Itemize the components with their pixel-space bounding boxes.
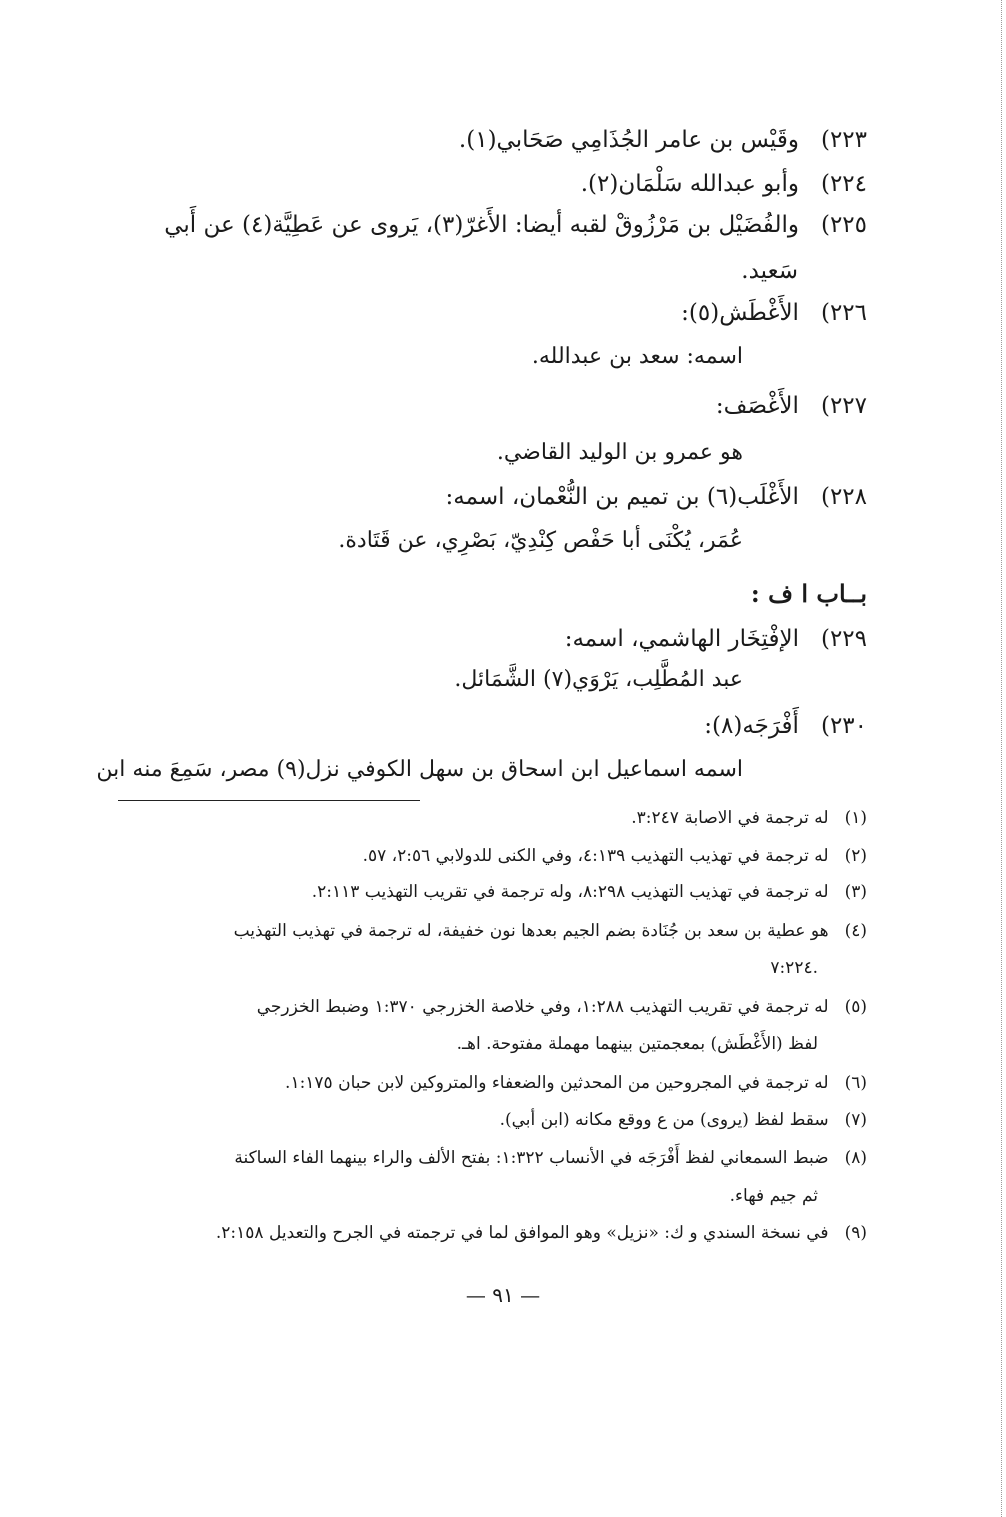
entry-226 <box>681 300 867 326</box>
entry-text: وقَيْس بن عامر الجُذَامِي صَحَابي(١). <box>458 127 799 153</box>
footnote-9 <box>216 1223 867 1243</box>
entry-text: الأَغْطَش(٥): <box>681 300 799 326</box>
entry-230-name: اسمه اسماعيل ابن اسحاق بن سهل الكوفي نزل(٩) مصر، سَمِعَ منه ابن <box>96 757 743 782</box>
entry-text: وأبو عبدالله سَلْمَان(٢). <box>580 171 799 197</box>
footnote-number: (١) <box>844 808 867 828</box>
footnote-4-continuation: ٧:٢٢٤. <box>770 958 818 978</box>
footnote-text: في نسخة السندي و ك: «نزيل» وهو الموافق لما في ترجمته في الجرح والتعديل ٢:١٥٨. <box>215 1223 829 1243</box>
footnote-number: (٩) <box>844 1223 867 1243</box>
footnote-text: ضبط السمعاني لفظ أَفْرَجَه في الأنساب ١:٣٢٢: بفتح الألف والراء بينهما الفاء الساكنة <box>234 1148 829 1168</box>
footnote-text: له ترجمة في المجروحين من المحدثين والضعفاء والمتروكين لابن حبان ١:١٧٥. <box>285 1073 829 1093</box>
footnote-text: هو عطية بن سعد بن جُنَادة بضم الجيم بعدها نون خفيفة، له ترجمة في تهذيب التهذيب <box>233 921 829 941</box>
entry-229-name: عبد المُطَّلِب، يَرْوَي(٧) الشَّمَائل. <box>454 667 743 692</box>
footnote-3 <box>312 882 867 902</box>
entry-226-name: اسمه: سعد بن عبدالله. <box>531 344 743 369</box>
entry-text: الأَغْلَب(٦) بن تميم بن النُّعْمان، اسمه: <box>445 484 799 510</box>
entry-228 <box>445 484 867 510</box>
footnote-number: (٥) <box>844 997 867 1017</box>
entry-228-name: عُمَر، يُكْنَى أبا حَفْص كِنْدِيّ، بَصْرِي، عن قَتَادة. <box>338 528 743 553</box>
section-heading: بــاب ا ف : <box>750 579 867 608</box>
footnote-number: (٤) <box>844 921 867 941</box>
footnote-number: (٣) <box>844 882 867 902</box>
footnote-text: له ترجمة في تهذيب التهذيب ٨:٢٩٨، وله ترجمة في تقريب التهذيب ٢:١١٣. <box>311 882 829 902</box>
footnote-text: سقط لفظ (يروى) من ع ووقع مكانه (ابن أبي). <box>499 1110 829 1130</box>
footnote-1 <box>631 808 867 828</box>
entry-text: أَفْرَجَه(٨): <box>704 713 799 739</box>
entry-number: ٢٢٦) <box>820 300 867 326</box>
entry-225 <box>164 212 867 238</box>
footnote-7 <box>500 1110 867 1130</box>
entry-227-name: هو عمرو بن الوليد القاضي. <box>496 440 743 465</box>
footnote-2 <box>363 846 867 866</box>
entry-text: والفُضَيْل بن مَرْزُوقْ لقبه أيضا: الأَغرّ(٣)، يَروى عن عَطِيَّة(٤) عن أَبي <box>164 212 799 238</box>
footnote-text: له ترجمة في تقريب التهذيب ١:٢٨٨، وفي خلاصة الخزرجي ١:٣٧٠ وضبط الخزرجي <box>256 997 829 1017</box>
footnote-4 <box>234 921 867 941</box>
entry-number: ٢٢٨) <box>820 484 867 510</box>
footnote-text: له ترجمة في تهذيب التهذيب ٤:١٣٩، وفي الكنى للدولابي ٢:٥٦، ٥٧. <box>362 846 829 866</box>
footnote-number: (٨) <box>844 1148 867 1168</box>
entry-number: ٢٢٧) <box>820 393 867 419</box>
entry-number: ٢٢٩) <box>820 626 867 652</box>
footnote-number: (٦) <box>844 1073 867 1093</box>
entry-number: ٢٢٥) <box>820 212 867 238</box>
footnote-number: (٢) <box>844 846 867 866</box>
entry-225-continuation: سَعيد. <box>741 258 798 284</box>
entry-224 <box>581 171 867 197</box>
entry-number: ٢٣٠) <box>820 713 867 739</box>
footnote-number: (٧) <box>844 1110 867 1130</box>
entry-230 <box>704 713 867 739</box>
footnote-8-continuation: ثم جيم فهاء. <box>729 1186 818 1206</box>
entry-number: ٢٢٣) <box>820 127 867 153</box>
footnote-6 <box>285 1073 867 1093</box>
entry-text: الأَغْصَف: <box>715 393 799 419</box>
footnote-separator <box>118 800 420 801</box>
page-number: — ٩١ — <box>465 1283 541 1307</box>
footnote-8 <box>234 1148 867 1168</box>
entry-229 <box>565 626 867 652</box>
entry-227 <box>716 393 867 419</box>
footnote-text: له ترجمة في الاصابة ٣:٢٤٧. <box>631 808 829 828</box>
footnote-5-continuation: لفظ (الأَغْطَش) بمعجمتين بينهما مهملة مفتوحة. اهـ. <box>456 1034 818 1054</box>
entry-text: الإفْتِخَار الهاشمي، اسمه: <box>564 626 799 652</box>
entry-number: ٢٢٤) <box>820 171 867 197</box>
entry-223 <box>459 127 867 153</box>
footnote-5 <box>257 997 867 1017</box>
